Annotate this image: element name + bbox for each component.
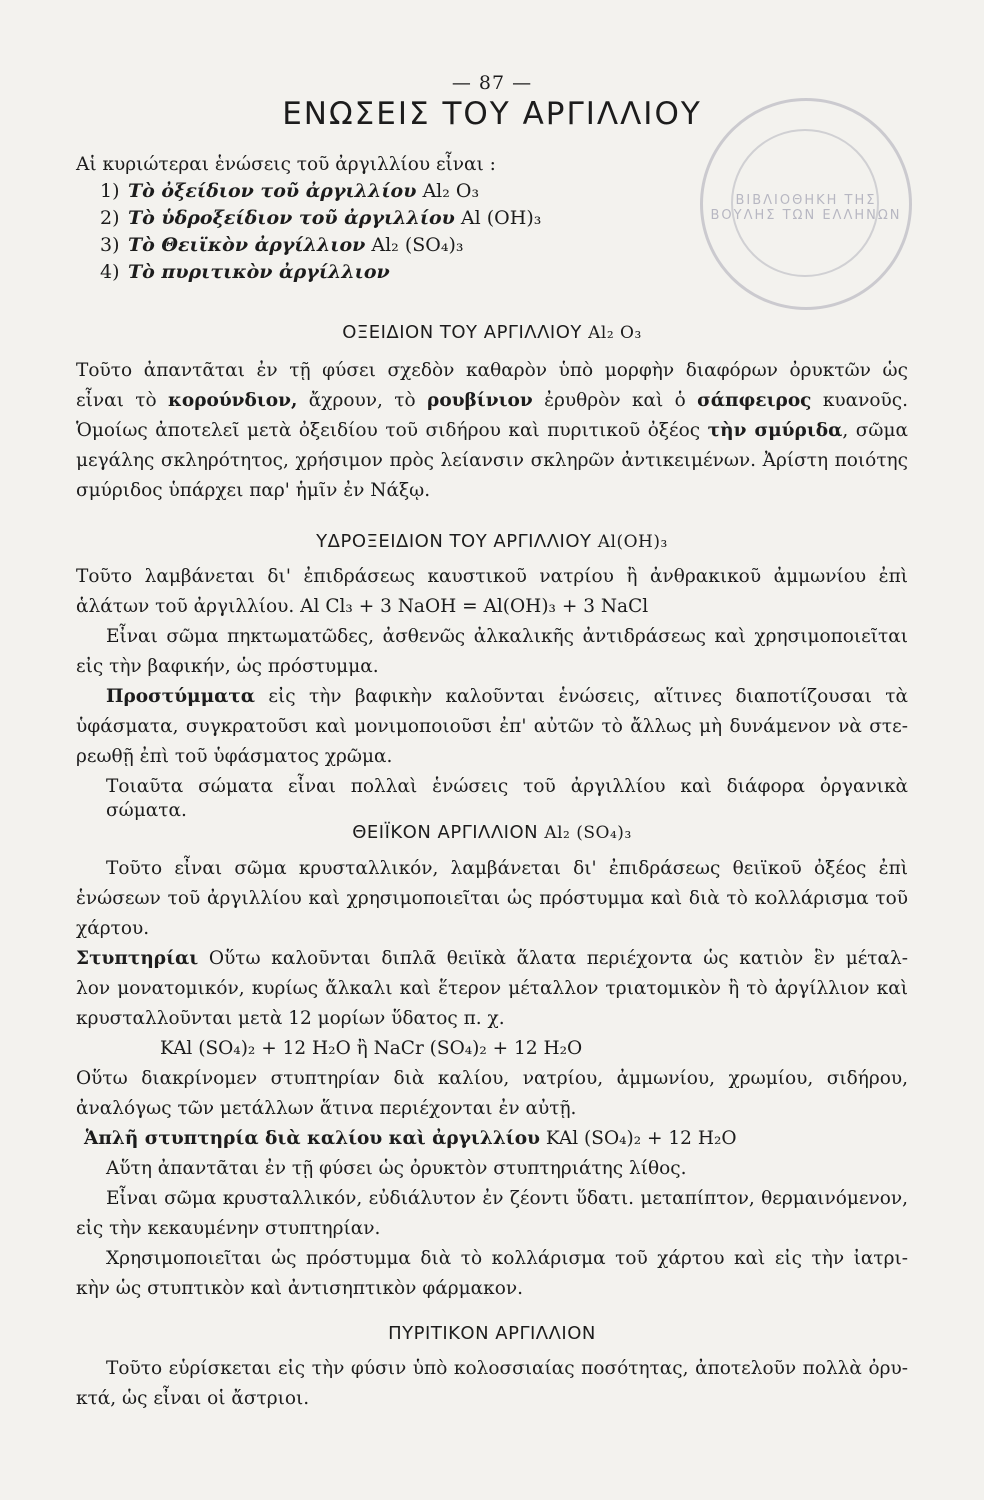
- paragraph-line: κρυσταλλοῦνται μετὰ 12 μορίων ὕδατος π. χ.: [76, 1008, 505, 1029]
- paragraph-line: Εἶναι σῶμα πηκτωματῶδες, ἀσθενῶς ἀλκαλικῆς ἀντιδράσεως καὶ χρησιμοποιεῖται: [106, 626, 908, 647]
- paragraph-line: ὑφάσματα, συγκρατοῦσι καὶ μονιμοποιοῦσι ἐπ' αὐτῶν τὸ ἄλλως μὴ δυνάμενον νὰ στε-: [76, 716, 908, 737]
- paragraph-line: Τοῦτο ἀπαντᾶται ἐν τῇ φύσει σχεδὸν καθαρὸν ὑπὸ μορφὴν διαφόρων ὀρυκτῶν ὡς: [76, 360, 908, 381]
- paragraph-line: κὴν ὡς στυπτικὸν καὶ ἀντισηπτικὸν φάρμακον.: [76, 1278, 523, 1299]
- paragraph-line: εἰς τὴν βαφικήν, ὡς πρόστυμμα.: [76, 656, 379, 677]
- section-heading-silicate: ΠΥΡΙΤΙΚΟΝ ΑΡΓΙΛΛΙΟΝ: [388, 1323, 596, 1344]
- list-item: 4) Τὸ πυριτικὸν ἀργίλλιον: [100, 261, 390, 283]
- paragraph-line: ἑνώσεων τοῦ ἀργιλλίου καὶ χρησιμοποιεῖται ὡς πρόστυμμα καὶ διὰ τὸ κολλάρισμα τοῦ: [76, 888, 908, 909]
- list-item: 1) Τὸ ὀξείδιον τοῦ ἀργιλλίου Al₂ O₃: [100, 180, 480, 202]
- paragraph-line: ἀναλόγως τῶν μετάλλων ἅτινα περιέχονται ἐν αὐτῇ.: [76, 1098, 577, 1119]
- section-heading-oxide: ΟΞΕΙΔΙΟΝ ΤΟΥ ΑΡΓΙΛΛΙΟΥ Al₂ O₃: [342, 322, 642, 343]
- paragraph-line: Οὕτω διακρίνομεν στυπτηρίαν διὰ καλίου, νατρίου, ἀμμωνίου, χρωμίου, σιδήρου,: [76, 1068, 908, 1089]
- intro-text: Αἱ κυριώτεραι ἑνώσεις τοῦ ἀργιλλίου εἶναι :: [76, 154, 496, 175]
- list-item: 3) Τὸ Θειϊκὸν ἀργίλλιον Al₂ (SO₄)₃: [100, 234, 464, 256]
- page-title: ΕΝΩΣΕΙΣ ΤΟΥ ΑΡΓΙΛΛΙΟΥ: [282, 96, 702, 132]
- paragraph-line: λον μονατομικόν, κυρίως ἄλκαλι καὶ ἕτερον μέταλλον τριατομικὸν ἢ τὸ ἀργίλλιον καὶ: [76, 978, 908, 999]
- compound-list: [100, 178, 541, 286]
- paragraph-line: Χρησιμοποιεῖται ὡς πρόστυμμα διὰ τὸ κολλάρισμα τοῦ χάρτου καὶ εἰς τὴν ἰατρι-: [106, 1248, 908, 1269]
- paragraph-line: ρεωθῇ ἐπὶ τοῦ ὑφάσματος χρῶμα.: [76, 746, 393, 767]
- paragraph-line: Ὁμοίως ἀποτελεῖ μετὰ ὀξειδίου τοῦ σιδήρου καὶ πυριτικοῦ ὀξέος τὴν σμύριδα, σῶμα: [76, 420, 909, 441]
- paragraph-line: χάρτου.: [76, 918, 150, 939]
- paragraph-line: μεγάλης σκληρότητος, χρήσιμον πρὸς λείανσιν σκληρῶν ἀντικειμένων. Ἀρίστη ποιότης: [76, 450, 908, 471]
- paragraph-line: Αὕτη ἀπαντᾶται ἐν τῇ φύσει ὡς ὀρυκτὸν στυπτηριάτης λίθος.: [106, 1158, 687, 1179]
- paragraph-line: Ἁπλῆ στυπτηρία διὰ καλίου καὶ ἀργιλλίου KAl (SO₄)₂ + 12 H₂O: [84, 1128, 737, 1149]
- paragraph-line: Τοῦτο λαμβάνεται δι' ἐπιδράσεως καυστικοῦ νατρίου ἢ ἀνθρακικοῦ ἀμμωνίου ἐπὶ: [76, 566, 908, 587]
- paragraph-line: Στυπτηρίαι Οὕτω καλοῦνται διπλᾶ θειϊκὰ ἅλατα περιέχοντα ὡς κατιὸν ἓν μέταλ-: [76, 948, 908, 969]
- paragraph-line: εἶναι τὸ κορούνδιον, ἄχρουν, τὸ ρουβίνιον ἐρυθρὸν καὶ ὁ σάπφειρος κυανοῦς.: [76, 390, 908, 411]
- page-number: — 87 —: [451, 72, 533, 94]
- paragraph-line: Τοιαῦτα σώματα εἶναι πολλαὶ ἑνώσεις τοῦ ἀργιλλίου καὶ διάφορα ὀργανικὰ σώματα.: [106, 776, 908, 821]
- paragraph-line: Προστύμματα εἰς τὴν βαφικὴν καλοῦνται ἑνώσεις, αἵτινες διαποτίζουσαι τὰ: [106, 686, 908, 707]
- paragraph-line: Τοῦτο εὑρίσκεται εἰς τὴν φύσιν ὑπὸ κολοσσιαίας ποσότητας, ἀποτελοῦν πολλὰ ὀρυ-: [106, 1358, 908, 1379]
- paragraph-line: κτά, ὡς εἶναι οἱ ἄστριοι.: [76, 1388, 310, 1409]
- formula-line: ἁλάτων τοῦ ἀργιλλίου. Al Cl₃ + 3 NaOH = Al(OH)₃ + 3 NaCl: [76, 596, 649, 617]
- paragraph-line: Τοῦτο εἶναι σῶμα κρυσταλλικόν, λαμβάνεται δι' ἐπιδράσεως θειϊκοῦ ὀξέος ἐπὶ: [106, 858, 908, 879]
- stamp-text: ΒΙΒΛΙΟΘΗΚΗ ΤΗΣ ΒΟΥΛΗΣ ΤΩΝ ΕΛΛΗΝΩΝ: [710, 193, 902, 223]
- list-item: 2) Τὸ ὑδροξείδιον τοῦ ἀργιλλίου Al (OH)₃: [100, 207, 542, 229]
- paragraph-line: Εἶναι σῶμα κρυσταλλικόν, εὐδιάλυτον ἐν ζέοντι ὕδατι. μεταπίπτον, θερμαινόμενον,: [106, 1188, 908, 1209]
- section-heading-sulfate: ΘΕΙΪΚΟΝ ΑΡΓΙΛΛΙΟΝ Al₂ (SO₄)₃: [352, 822, 632, 843]
- section-heading-hydroxide: ΥΔΡΟΞΕΙΔΙΟΝ ΤΟΥ ΑΡΓΙΛΛΙΟΥ Al(OH)₃: [316, 531, 668, 552]
- paragraph-line: σμύριδος ὑπάρχει παρ' ἡμῖν ἐν Νάξῳ.: [76, 480, 431, 501]
- paragraph-line: εἰς τὴν κεκαυμένην στυπτηρίαν.: [76, 1218, 381, 1239]
- formula-line: KAl (SO₄)₂ + 12 H₂O ἢ NaCr (SO₄)₂ + 12 H₂O: [160, 1038, 583, 1059]
